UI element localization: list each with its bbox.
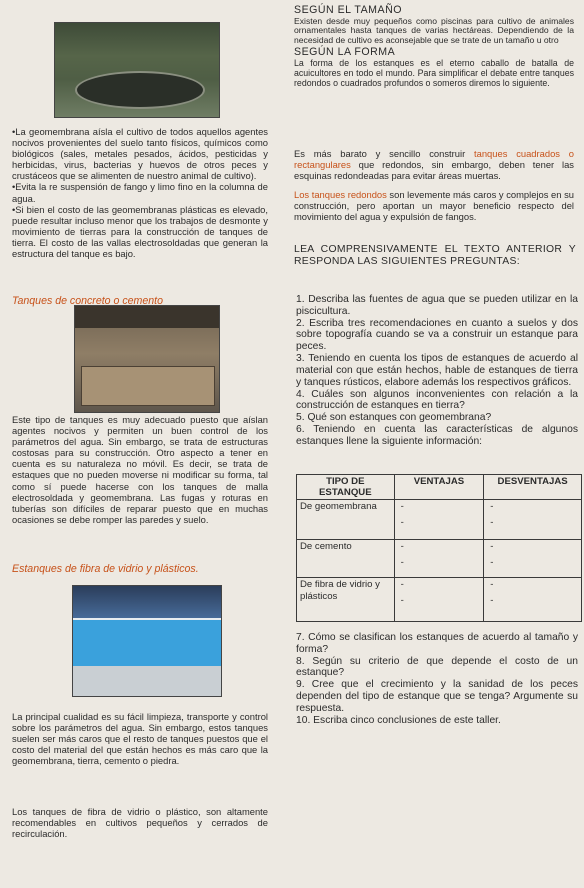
concrete-tank-photo xyxy=(74,305,220,413)
row-advantages: - - xyxy=(394,500,484,540)
geomembrane-benefits xyxy=(12,126,268,259)
size-heading: SEGÚN EL TAMAÑO xyxy=(294,4,402,16)
row-type: De geomembrana xyxy=(297,500,395,540)
q6-table xyxy=(296,474,582,622)
shape-heading: SEGÚN LA FORMA xyxy=(294,45,396,58)
row-disadvantages: - - xyxy=(484,540,582,578)
fiberglass-heading: Estanques de fibra de vidrio y plásticos. xyxy=(12,563,199,575)
size-paragraph: Existen desde muy pequeños como piscinas para cultivo de animales ornamentales hasta tanques de varias hectáreas. Dependiendo de la necesidad de cultivo es aconsejable que se trate de un tamaño u otro xyxy=(294,15,574,46)
table-row xyxy=(297,578,582,622)
table-row xyxy=(297,540,582,578)
bullet-resuspension: •Evita la re suspensión de fango y limo fino en la columna de agua. xyxy=(12,181,268,204)
instructions: LEA COMPRENSIVAMENTE EL TEXTO ANTERIOR Y RESPONDA LAS SIGUIENTES PREGUNTAS: xyxy=(294,244,576,268)
round-text-b: son levemente más caros y complejos en su construcción, pero aportan un mayor beneficio respecto del movimiento del agua y expulsión de fangos. xyxy=(294,189,574,223)
fiberglass-paragraph-1: La principal cualidad es su fácil limpieza, transporte y control sobre los parámetros del agua. Sin embargo, estos tanques suelen ser más caros que el resto de tanques puestos que el costo del material del que están hechos es más caro que la geomembrana, tierra, cemento o piedra. xyxy=(12,711,268,767)
questions-block-2 xyxy=(296,632,578,727)
question-4: 4. Cuáles son algunos inconvenientes con relación a la construcción de estanques en tierra? xyxy=(296,388,578,412)
row-type: De cemento xyxy=(297,540,395,578)
round-tanks-paragraph xyxy=(294,189,574,222)
table-row xyxy=(297,500,582,540)
question-6: 6. Teniendo en cuenta las características de algunos estanques llene la siguiente información: xyxy=(296,424,578,447)
header-advantages: VENTAJAS xyxy=(394,475,484,500)
fiberglass-tank-photo xyxy=(72,585,222,697)
question-8: 8. Según su criterio de que depende el costo de un estanque? xyxy=(296,655,578,679)
bullet-isolation: •La geomembrana aísla el cultivo de todos aquellos agentes nocivos provenientes del suelo tanto físicos, químicos como biológicos (sales, metales pesados, ácidos, pesticidas y herbicidas, virus, bacterias y huevos de otros peces y crustáceos que se alimenten de nuestro animal de cultivo). xyxy=(12,126,268,182)
square-tanks-paragraph xyxy=(294,148,574,181)
question-2: 2. Escriba tres recomendaciones en cuanto a suelos y dos sobre topografía cuando se va a construir un estanque para peces. xyxy=(296,317,578,353)
bullet-cost: •Si bien el costo de las geomembranas plásticas es elevado, puede resultar incluso menor que los trabajos de desmonte y movimiento de tierras para la construcción de tanques de tierra. El costo de las vallas electrosoldadas que generan la estructura del tanque es bajo. xyxy=(12,203,268,260)
shape-paragraph: La forma de los estanques es el eterno caballo de batalla de acuicultores en todo el mundo. Para simplificar el debate entre tanques redondos o cuadrados profundos o someros diremos lo siguiente. xyxy=(294,58,574,89)
square-tanks-highlight: tanques cuadrados o rectangulares xyxy=(294,148,574,171)
concrete-paragraph: Este tipo de tanques es muy adecuado puesto que aíslan agentes nocivos y permiten un buen control de los parámetros del agua. Sin embargo, se trata de estructuras costosas para su construcción. Otro aspecto a tener en cuenta es su naturaleza no móvil. Es decir, se trata de estaques que no pueden moverse ni modificar su forma, tal como sí puede hacerse con los tanques de malla electrosoldada y geomembrana. Las fugas y roturas en tuberías son difíciles de reparar puesto que en muchas ocasiones se debe romper las paredes y suelo. xyxy=(12,414,268,525)
q6-table-wrapper xyxy=(296,474,582,622)
square-text-b: que redondos, sin embargo, deben tener las esquinas redondeadas para evitar áreas muertas. xyxy=(294,159,574,182)
question-3: 3. Teniendo en cuenta los tipos de estanques de acuerdo al material con que están hechos, hable de estanques de tierra y tanques rústicos, elabore además los respectivos gráficos. xyxy=(296,353,578,388)
row-disadvantages: - - xyxy=(484,500,582,540)
header-disadvantages: DESVENTAJAS xyxy=(484,475,582,500)
questions-block xyxy=(296,294,578,448)
square-text-a: Es más barato y sencillo construir xyxy=(294,148,475,159)
row-disadvantages: - - xyxy=(484,578,582,622)
row-advantages: - - xyxy=(394,540,484,578)
fiberglass-paragraph-2: Los tanques de fibra de vidrio o plástico, son altamente recomendables en cultivos pequeños y cerrados de recirculación. xyxy=(12,806,268,840)
row-type: De fibra de vidrio y plásticos xyxy=(297,578,395,622)
question-5: 5. Qué son estanques con geomembrana? xyxy=(296,412,492,424)
table-header-row xyxy=(297,475,582,500)
row-advantages: - - xyxy=(394,578,484,622)
question-10: 10. Escriba cinco conclusiones de este taller. xyxy=(296,714,501,726)
round-tanks-highlight: Los tanques redondos xyxy=(294,189,387,200)
concrete-heading: Tanques de concreto o cemento xyxy=(12,295,163,307)
size-section xyxy=(294,4,574,88)
header-type: TIPO DE ESTANQUE xyxy=(297,475,395,500)
question-9: 9. Cree que el crecimiento y la sanidad de los peces dependen del tipo de estanque que se tenga? Argumente su respuesta. xyxy=(296,679,578,714)
geomembrane-tank-photo xyxy=(54,22,220,118)
question-1: 1. Describa las fuentes de agua que se pueden utilizar en la piscicultura. xyxy=(296,294,578,317)
question-7: 7. Cómo se clasifican los estanques de acuerdo al tamaño y forma? xyxy=(296,632,578,655)
